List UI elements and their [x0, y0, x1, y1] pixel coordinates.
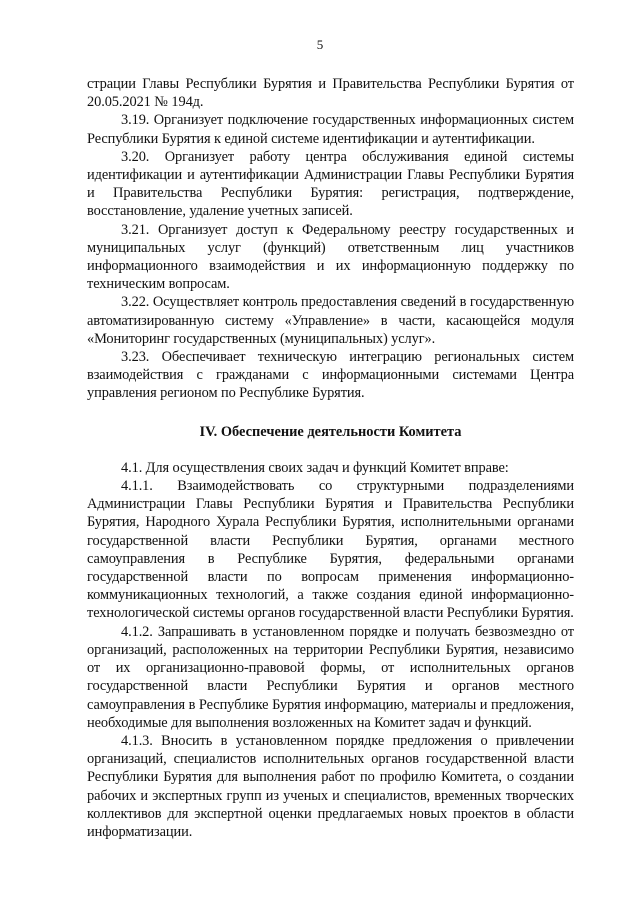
- paragraph-4-1-3: 4.1.3. Вносить в установленном порядке предложения о привлечении организаций, специалистов исполнительных органов государственной власти Республики Бурятия для выполнения работ по профилю Комитета, о создании рабочих и экспертных групп из ученых и специалистов, временных творческих коллективов для экспертной оценки предлагаемых новых проектов в области информатизации.: [87, 732, 574, 840]
- paragraph-4-1-2: 4.1.2. Запрашивать в установленном порядке и получать безвозмездно от организаций, расположенных на территории Республики Бурятия, независимо от их организационно-правовой формы, от исполнительных органов государственной власти Республики Бурятия и органов местного самоуправления в Республике Бурятия информацию, материалы и предложения, необходимые для выполнения возложенных на Комитет задач и функций.: [87, 623, 574, 731]
- section-heading: IV. Обеспечение деятельности Комитета: [199, 423, 462, 440]
- paragraph-4-1: 4.1. Для осуществления своих задач и функций Комитет вправе:: [121, 459, 509, 476]
- paragraph-4-1-1: 4.1.1. Взаимодействовать со структурными подразделениями Администрации Главы Республики Бурятия и Правительства Республики Бурятия, Народного Хурала Республики Бурятия, исполнительными органами государственной власти Республики Бурятия, органами местного самоуправления в Республике Бурятия, федеральными органами государственной власти по вопросам применения информационно-коммуникационных технологий, а также создания единой информационно-технологической системы органов государственной власти Республики Бурятия.: [87, 478, 574, 622]
- paragraph-3-21: 3.21. Организует доступ к Федеральному реестру государственных и муниципальных услуг (функций) ответственным лиц участников информационного взаимодействия и их информационную поддержку по техническим вопросам.: [87, 221, 574, 293]
- paragraph-continuation: страции Главы Республики Бурятия и Правительства Республики Бурятия от 20.05.2021 № 194д.: [87, 76, 574, 111]
- document-body: [87, 75, 574, 841]
- paragraph-3-22: 3.22. Осуществляет контроль предоставления сведений в государственную автоматизированную систему «Управление» в части, касающейся модуля «Мониторинг государственных (муниципальных) услуг».: [87, 294, 574, 347]
- paragraph-3-23: 3.23. Обеспечивает техническую интеграцию региональных систем взаимодействия с гражданами с информационными системами Центра управления регионом по Республике Бурятия.: [87, 349, 574, 402]
- page-number: 5: [316, 37, 324, 52]
- paragraph-3-20: 3.20. Организует работу центра обслуживания единой системы идентификации и аутентификации Администрации Главы Республики Бурятия и Правительства Республики Бурятия: регистрация, подтверждение, восстановление, удаление учетных записей.: [87, 148, 574, 220]
- paragraph-3-19: 3.19. Организует подключение государственных информационных систем Республики Бурятия к единой системе идентификации и аутентификации.: [87, 112, 574, 147]
